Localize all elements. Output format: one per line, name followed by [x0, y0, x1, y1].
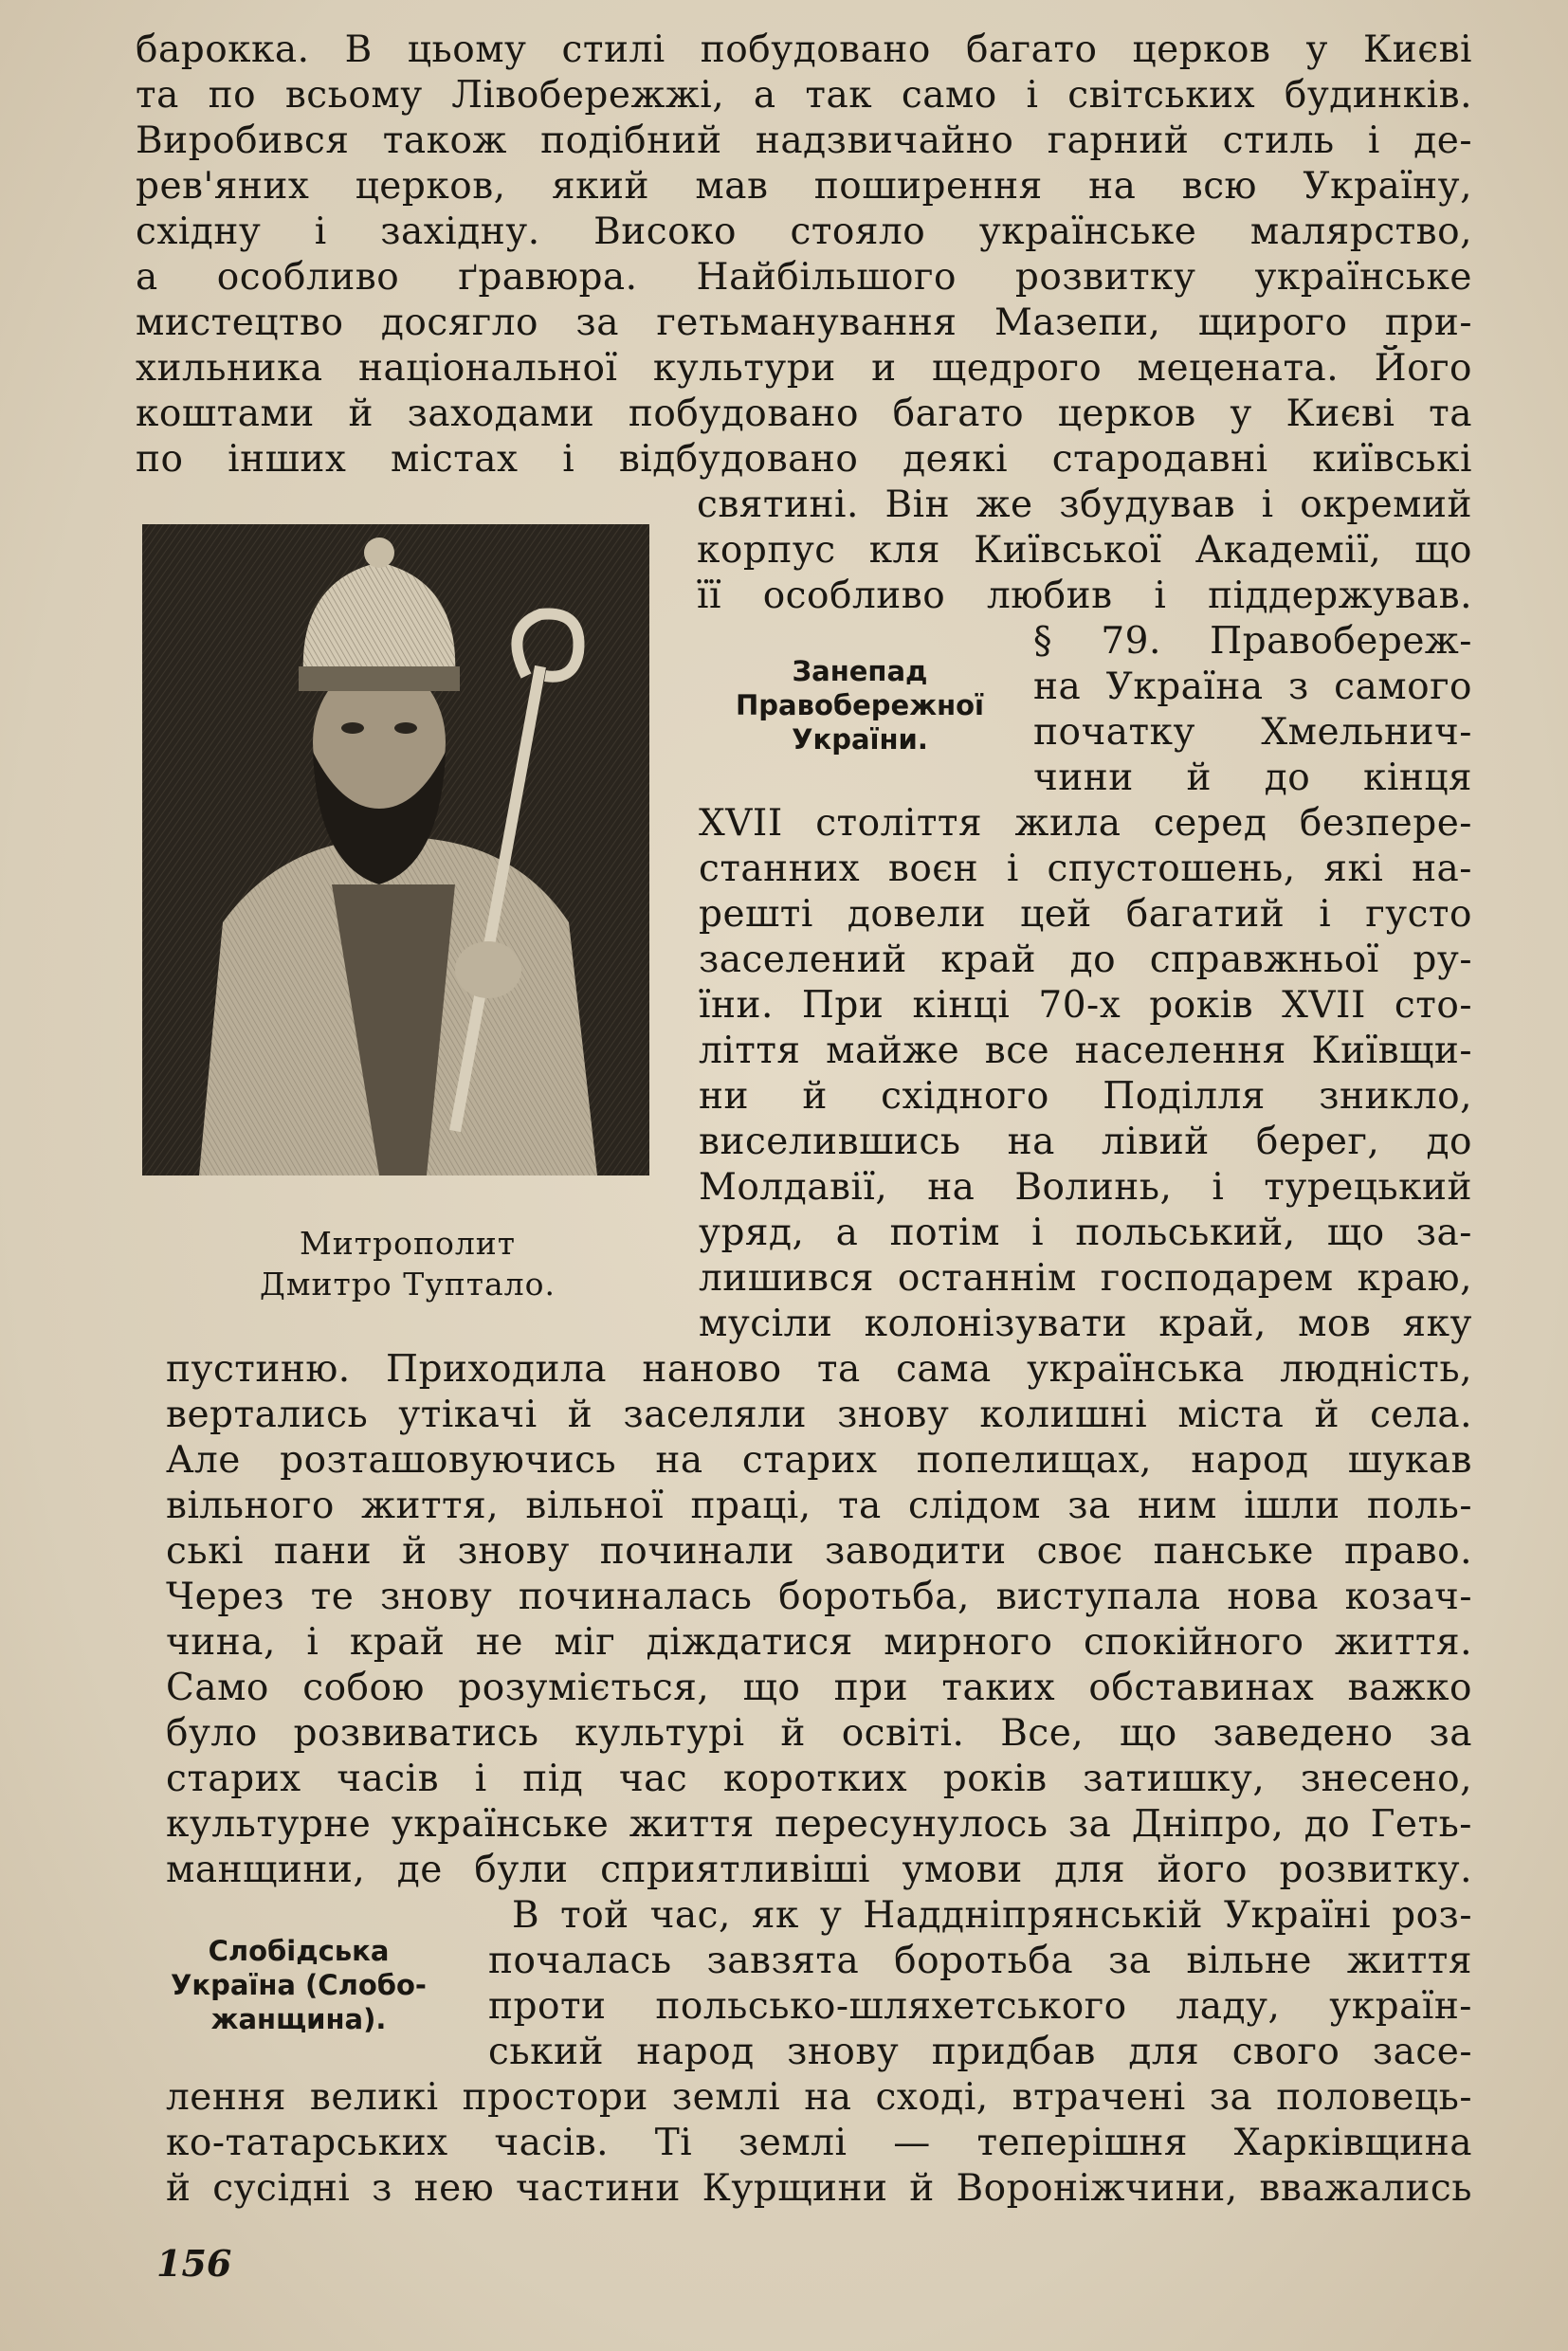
- text-line: XVII століття жила серед безпере-: [699, 802, 1472, 845]
- text-line: Само собою розуміється, що при таких обставинах важко: [166, 1667, 1472, 1709]
- text-line: її особливо любив і піддержував.: [697, 574, 1472, 617]
- text-line: корпус кля Київської Академії, що: [697, 529, 1472, 572]
- text-line: на Україна з самого: [1033, 665, 1472, 708]
- heading-line: Слобідська: [208, 1935, 390, 1967]
- text-line: було розвиватись культурі й освіті. Все, що заведено за: [166, 1712, 1472, 1755]
- text-line: й сусідні з нею частини Курщини й Вороніжчини, вважались: [166, 2167, 1472, 2210]
- text-line: східну і західну. Високо стояло українське малярство,: [136, 210, 1472, 253]
- text-line: ські пани й знову починали заводити своє панське право.: [166, 1530, 1472, 1573]
- text-line: а особливо ґравюра. Найбільшого розвитку українське: [136, 256, 1472, 299]
- text-line: Але розташовуючись на старих попелищах, народ шукав: [166, 1439, 1472, 1482]
- text-line: культурне українське життя пересунулось за Дніпро, до Геть-: [166, 1803, 1472, 1846]
- text-line: Виробився також подібний надзвичайно гарний стиль і де-: [136, 119, 1472, 162]
- text-line: В той час, як у Наддніпрянській Україні роз-: [512, 1894, 1472, 1937]
- text-line: почалась завзята боротьба за вільне життя: [488, 1940, 1472, 1982]
- text-line: мистецтво досягло за гетьманування Мазепи, щирого при-: [136, 301, 1472, 344]
- text-line: ський народ знову придбав для свого засе-: [488, 2031, 1472, 2073]
- text-line: уряд, а потім і польський, що за-: [699, 1212, 1472, 1254]
- text-line: старих часів і під час коротких років затишку, знесено,: [166, 1758, 1472, 1800]
- text-line: лення великі простори землі на сході, втрачені за половець-: [166, 2076, 1472, 2119]
- text-line: манщини, де були сприятливіші умови для його розвитку.: [166, 1849, 1472, 1891]
- heading-line: Занепад: [792, 655, 928, 687]
- text-line: ліття майже все населення Київщи-: [699, 1030, 1472, 1072]
- portrait-caption: [152, 1223, 664, 1304]
- text-line: чина, і край не міг діждатися мирного спокійного життя.: [166, 1621, 1472, 1664]
- text-line: барокка. В цьому стилі побудовано багато церков у Києві: [136, 28, 1472, 71]
- heading-line: України.: [792, 723, 928, 756]
- text-line: мусіли колонізувати край, мов яку: [699, 1303, 1472, 1345]
- portrait-engraving: [142, 524, 649, 1176]
- section-79-heading: [699, 654, 1021, 756]
- text-line: лишився останнім господарем краю,: [699, 1257, 1472, 1300]
- text-line: § 79. Правобереж-: [1033, 620, 1472, 663]
- text-line: Молдавії, на Волинь, і турецький: [699, 1166, 1472, 1209]
- text-line: рев'яних церков, який мав поширення на всю Україну,: [136, 165, 1472, 208]
- text-line: проти польсько-шляхетського ладу, україн-: [488, 1985, 1472, 2028]
- text-line: чини й до кінця: [1033, 756, 1472, 799]
- text-line: та по всьому Лівобережжі, а так само і світських будинків.: [136, 74, 1472, 117]
- text-line: вільного життя, вільної праці, та слідом за ним ішли поль-: [166, 1485, 1472, 1527]
- text-line: станних воєн і спустошень, які на-: [699, 847, 1472, 890]
- text-line: виселившись на лівий берег, до: [699, 1121, 1472, 1163]
- text-line: початку Хмельнич-: [1033, 711, 1472, 754]
- text-line: ко-татарських часів. Ті землі — теперішня Харківщина: [166, 2122, 1472, 2164]
- text-line: коштами й заходами побудовано багато церков у Києві та: [136, 392, 1472, 435]
- caption-line: Митрополит: [299, 1225, 517, 1262]
- heading-line: Правобережної: [736, 689, 984, 721]
- caption-line: Дмитро Туптало.: [260, 1266, 556, 1303]
- section-sloboda-heading: [142, 1934, 455, 2036]
- text-line: пустиню. Приходила наново та сама українська людність,: [166, 1348, 1472, 1391]
- text-line: святині. Він же збудував і окремий: [697, 483, 1472, 526]
- text-line: вертались утікачі й заселяли знову колишні міста й села.: [166, 1394, 1472, 1436]
- text-line: заселений край до справжньої ру-: [699, 939, 1472, 981]
- heading-line: Україна (Слобо-: [171, 1969, 427, 2001]
- text-line: ни й східного Поділля зникло,: [699, 1075, 1472, 1118]
- text-line: решті довели цей багатий і густо: [699, 893, 1472, 936]
- heading-line: жанщина).: [210, 2003, 387, 2035]
- text-line: хильника національної культури и щедрого мецената. Його: [136, 347, 1472, 390]
- text-line: по інших містах і відбудовано деякі стародавні київські: [136, 438, 1472, 481]
- text-line: їни. При кінці 70-х років XVII сто-: [699, 984, 1472, 1027]
- page-number: 156: [156, 2242, 232, 2285]
- text-line: Через те знову починалась боротьба, виступала нова козач-: [166, 1576, 1472, 1618]
